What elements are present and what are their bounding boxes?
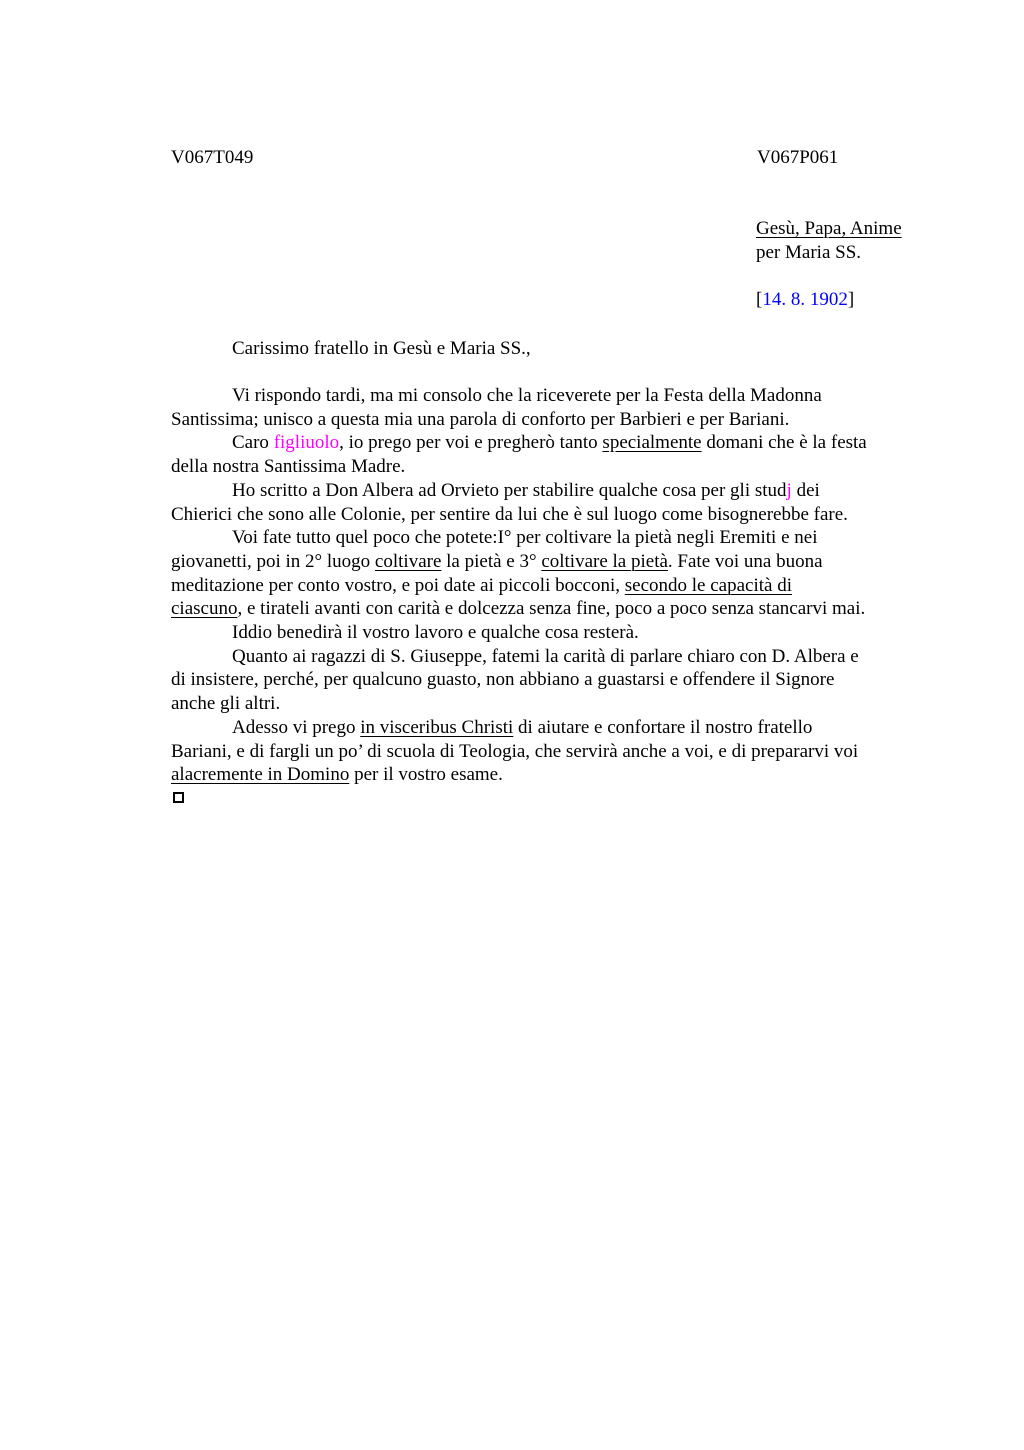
- p4-l2c: la pietà e 3°: [441, 550, 542, 572]
- p7-underline-alacremente: alacremente in Domino: [171, 764, 350, 786]
- letter-body: [171, 384, 931, 787]
- p1-line2: Santissima; unisco a questa mia una parola di conforto per Barbieri e per Bariani.: [171, 408, 790, 430]
- p4-l2a: giovanetti, poi in 2° luogo: [171, 550, 375, 572]
- p4-underline-ciascuno: ciascuno: [171, 598, 238, 620]
- p4-l3a: meditazione per conto vostro, e poi date ai piccoli bocconi,: [171, 574, 625, 596]
- p6-line3: anche gli altri.: [171, 693, 281, 715]
- p7-l1a: Adesso vi prego: [232, 716, 361, 738]
- paragraph-6: [171, 645, 931, 716]
- salutation: Carissimo fratello in Gesù e Maria SS.,: [232, 338, 531, 359]
- p4-underline-secondo: secondo le capacità di: [624, 574, 792, 596]
- p3-text-c: dei: [791, 479, 820, 501]
- p2-text-a: Caro: [232, 432, 274, 454]
- paragraph-5: [171, 621, 931, 645]
- p3-highlight-j: j: [786, 479, 792, 501]
- date-bracket-open: [: [756, 289, 763, 310]
- p4-l4b: , e tirateli avanti con carità e dolcezza senza fine, poco a poco senza stancarvi mai.: [237, 598, 866, 620]
- letter-date: [756, 288, 854, 312]
- p6-line2: di insistere, perché, per qualcuno guasto, non abbiano a guastarsi e offendere il Signore: [171, 669, 835, 691]
- p2-underline-specialmente: specialmente: [602, 432, 702, 454]
- p5-line1: Iddio benedirà il vostro lavoro e qualche cosa resterà.: [232, 622, 639, 644]
- p1-line1: Vi rispondo tardi, ma mi consolo che la riceverete per la Festa della Madonna: [232, 385, 822, 406]
- document-code-right: V067P061: [757, 147, 839, 168]
- p3-line2: Chierici che sono alle Colonie, per sentire da lui che è sul luogo come bisognerebbe fare.: [171, 503, 848, 525]
- p7-underline-in-visceribus: in visceribus Christi: [360, 716, 514, 738]
- p2-highlight-figliuolo: figliuolo: [273, 432, 340, 454]
- letter-title: Gesù, Papa, Anime: [756, 218, 902, 239]
- p4-l2e: . Fate voi una buona: [667, 550, 823, 572]
- p2-line2: della nostra Santissima Madre.: [171, 456, 406, 478]
- p6-line1: Quanto ai ragazzi di S. Giuseppe, fatemi la carità di parlare chiaro con D. Albera e: [232, 645, 859, 667]
- paragraph-4: [171, 526, 931, 621]
- p4-underline-coltivare-la-pieta: coltivare la pietà: [541, 550, 668, 572]
- p3-text-a: Ho scritto a Don Albera ad Orvieto per stabilire qualche cosa per gli stud: [232, 479, 787, 501]
- paragraph-1: [171, 384, 931, 431]
- date-bracket-close: ]: [847, 289, 855, 310]
- paragraph-3: [171, 479, 931, 526]
- p7-l1c: di aiutare e confortare il nostro fratello: [513, 716, 813, 738]
- p2-text-e: domani che è la festa: [701, 432, 867, 454]
- document-code-left: V067T049: [171, 147, 254, 168]
- p2-text-c: , io prego per voi e pregherò tanto: [339, 432, 603, 454]
- p4-underline-coltivare: coltivare: [374, 550, 442, 572]
- date-value: 14. 8. 1902: [762, 289, 848, 310]
- p7-line2: Bariani, e di fargli un po’ di scuola di Teologia, che servirà anche a voi, e di prepararvi voi: [171, 740, 859, 762]
- p7-l3b: per il vostro esame.: [349, 764, 503, 786]
- letter-subtitle: per Maria SS.: [756, 242, 862, 263]
- paragraph-2: [171, 431, 931, 478]
- p4-line1: Voi fate tutto quel poco che potete:I° per coltivare la pietà negli Eremiti e nei: [232, 527, 818, 549]
- end-square-icon: [173, 792, 184, 803]
- paragraph-7: [171, 716, 931, 787]
